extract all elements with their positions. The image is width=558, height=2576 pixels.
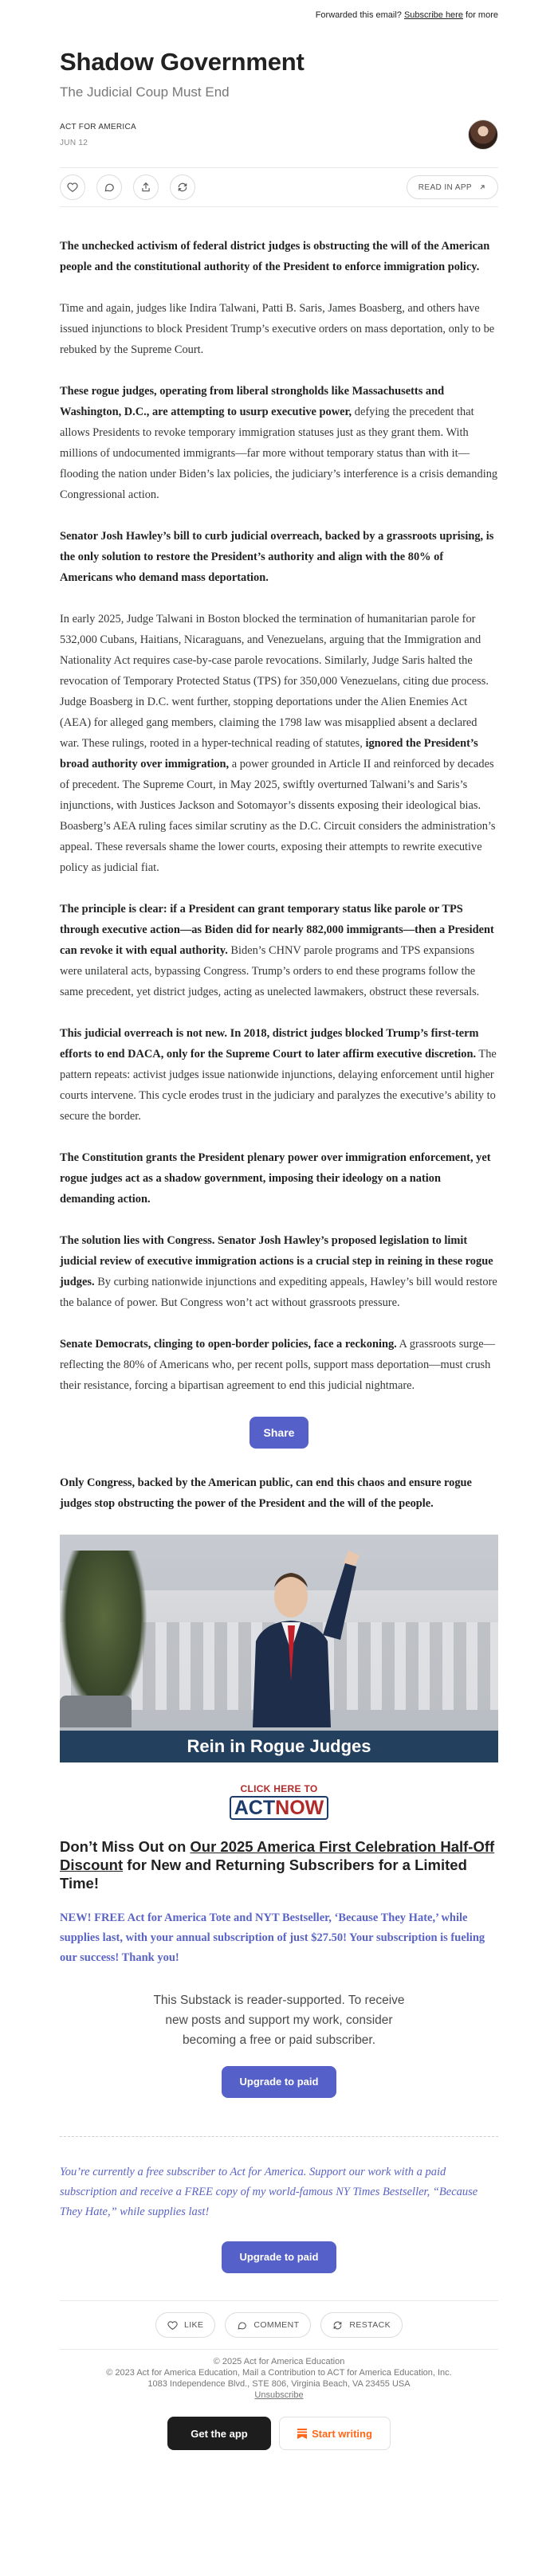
forward-prefix: Forwarded this email? <box>315 10 402 20</box>
paragraph-11-bold: Only Congress, backed by the American public, can end this chaos and ensure rogue judges stop obstructing the power of the President and the will of the people. <box>60 1476 472 1510</box>
comment-icon <box>104 182 115 193</box>
tree-shape <box>60 1551 147 1718</box>
footer-restack-label: RESTACK <box>349 2320 391 2330</box>
heart-icon <box>167 2320 178 2331</box>
paragraph-5-text-a: In early 2025, Judge Talwani in Boston blocked the termination of humanitarian parole for 532,000 Cubans, Haitians, Nicaraguans, and Venezuelans, arguing that the Immigration and Nationality Act requires case-by-case parole revocations. Similarly, Judge Saris halted the revocation of Temporary Protected Status (TPS) for 350,000 Venezuelans, citing due process. Judge Boasberg in D.C. went further, stopping deportations under the Alien Enemies Act (AEA) for alleged gang members, claiming the 1798 law was misapplied absent a declared war. These rulings, rooted in a hyper-technical reading of statutes, <box>60 613 489 750</box>
act-now-logo <box>230 1796 328 1820</box>
paragraph-3-text: defying the precedent that allows Presidents to revoke temporary immigration statuses just as they grant them. With millions of undocumented immigrants—far more without temporary status than with it—flooding the nation under Biden’s lax policies, the judiciary’s interference is a crisis demanding Congressional action. <box>60 406 498 501</box>
senator-figure <box>229 1547 364 1727</box>
paragraph-10-bold: Senate Democrats, clinging to open-border policies, face a reckoning. <box>60 1338 397 1351</box>
footer-copyright: © 2025 Act for America Education <box>213 2357 345 2366</box>
paragraph-5 <box>60 609 498 878</box>
share-icon <box>140 182 151 193</box>
forward-banner <box>0 0 558 24</box>
footer-like-label: LIKE <box>183 2320 204 2330</box>
footer <box>60 2356 498 2401</box>
free-subscriber-note: You’re currently a free subscriber to Act for America. Support our work with a paid subscription and receive a FREE copy of my world-famous NY Times Bestseller, “Because They Hate,” while supplies last! <box>60 2166 478 2218</box>
comment-icon <box>237 2320 247 2331</box>
upgrade-to-paid-button[interactable]: Upgrade to paid <box>222 2066 336 2098</box>
paragraph-1 <box>60 236 498 277</box>
get-the-app-button[interactable] <box>167 2417 271 2450</box>
subscribe-link[interactable]: Subscribe here <box>403 10 463 20</box>
hero-image[interactable] <box>60 1535 498 1762</box>
post-actions-bar <box>60 167 498 207</box>
share-cta-button[interactable]: Share <box>250 1417 308 1449</box>
car-shape <box>60 1696 132 1727</box>
paragraph-6-text: Biden’s CHNV parole programs and TPS expansions were unilateral acts, bypassing Congress. Trump’s orders to end these programs follow the same precedent, yet district judges, acting as unelected lawmakers, obstruct these reversals. <box>60 944 480 998</box>
act-now-top-text: CLICK HERE TO <box>240 1783 318 1794</box>
reader-supported-text: This Substack is reader-supported. To receive new posts and support my work, consider becoming a free or paid subscriber. <box>153 1994 405 2047</box>
read-in-app-label: READ IN APP <box>418 182 472 192</box>
restack-icon <box>332 2320 343 2331</box>
substack-logo-icon <box>297 2429 307 2439</box>
act-now-act: ACT <box>234 1797 276 1819</box>
paragraph-7-text: The pattern repeats: activist judges issue nationwide injunctions, delaying enforcement until higher courts intervene. This cycle erodes trust in the judiciary and paralyzes the executive’s ability to secure the border. <box>60 1048 497 1123</box>
content-column <box>60 48 498 2450</box>
hero-caption: Rein in Rogue Judges <box>60 1731 498 1762</box>
post-body <box>60 236 498 1514</box>
author-name[interactable]: ACT FOR AMERICA <box>60 122 136 131</box>
post-date: JUN 12 <box>60 138 88 147</box>
avatar[interactable] <box>468 120 498 150</box>
paragraph-9-bold: The solution lies with Congress. Senator Josh Hawley’s proposed legislation to limit judicial review of executive immigration actions is a crucial step in reining in these rogue judges. <box>60 1234 493 1288</box>
upgrade-to-paid-button-2[interactable]: Upgrade to paid <box>222 2241 336 2273</box>
post-title[interactable]: Shadow Government <box>60 48 305 76</box>
paragraph-6-bold: The principle is clear: if a President can grant temporary status like parole or TPS through executive action—as Biden did for nearly 882,000 immigrants—then a President can revoke it with equal authority. <box>60 903 494 957</box>
paragraph-9 <box>60 1230 498 1313</box>
divider <box>60 2136 498 2137</box>
paragraph-9-text: By curbing nationwide injunctions and expediting appeals, Hawley’s bill would restore the balance of power. But Congress won’t act without grassroots pressure. <box>60 1276 497 1309</box>
paragraph-8-bold: The Constitution grants the President plenary power over immigration enforcement, yet rogue judges act as a shadow government, imposing their ideology on a nation demanding action. <box>60 1151 491 1206</box>
paragraph-4-bold: Senator Josh Hawley’s bill to curb judicial overreach, backed by a grassroots uprising, is the only solution to restore the President’s authority and align with the 80% of Americans who demand mass deportation. <box>60 530 494 584</box>
forward-suffix: for more <box>466 10 498 20</box>
restack-button[interactable] <box>170 174 195 200</box>
paragraph-1-bold: The unchecked activism of federal district judges is obstructing the will of the American people and the constitutional authority of the President to enforce immigration policy. <box>60 240 490 273</box>
footer-comment-button[interactable] <box>225 2312 311 2338</box>
promo-discount-link[interactable]: Our 2025 America First Celebration Half-Off Discount <box>60 1838 495 1873</box>
footer-contribution: © 2023 Act for America Education, Mail a Contribution to ACT for America Education, Inc. <box>106 2368 452 2378</box>
like-button[interactable] <box>60 174 85 200</box>
heart-icon <box>67 182 78 193</box>
paragraph-6 <box>60 899 498 1002</box>
footer-address: 1083 Independence Blvd., STE 806, Virginia Beach, VA 23455 USA <box>147 2379 411 2389</box>
promo-heading-suffix: for New and Returning Subscribers for a Limited Time! <box>60 1857 467 1892</box>
footer-comment-label: COMMENT <box>253 2320 300 2330</box>
post-meta <box>60 120 498 150</box>
share-button[interactable] <box>133 174 159 200</box>
app-buttons <box>60 2417 498 2450</box>
paragraph-5-bold: ignored the President’s broad authority over immigration, <box>60 737 478 770</box>
paragraph-11 <box>60 1472 498 1514</box>
act-now-now: NOW <box>275 1797 324 1819</box>
paragraph-8 <box>60 1147 498 1210</box>
paragraph-5-text-b: a power grounded in Article II and reinforced by decades of precedent. The Supreme Court, in May 2025, swiftly overturned Talwani’s and Saris’s injunctions, with Justices Jackson and Sotomayor’s dissents exposing their ideological bias. Boasberg’s AEA ruling faces similar scrutiny as the D.C. Circuit considers the administration’s appeal. These reversals shame the lower courts, exposing their attempts to rewrite executive policy as judicial fiat. <box>60 758 496 874</box>
external-arrow-icon <box>478 183 486 191</box>
paragraph-2: Time and again, judges like Indira Talwani, Patti B. Saris, James Boasberg, and others have issued injunctions to block President Trump’s executive orders on mass deportation, only to be rebuked by the Supreme Court. <box>60 302 495 356</box>
paragraph-7-bold: This judicial overreach is not new. In 2018, district judges blocked Trump’s first-term efforts to end DACA, only for the Supreme Court to later affirm executive discretion. <box>60 1027 479 1061</box>
post-subtitle: The Judicial Coup Must End <box>60 84 230 100</box>
paragraph-7 <box>60 1023 498 1127</box>
act-now-banner[interactable] <box>230 1783 328 1820</box>
start-writing-label: Start writing <box>312 2427 372 2440</box>
start-writing-button[interactable] <box>279 2417 391 2450</box>
paragraph-4 <box>60 526 498 588</box>
read-in-app-button[interactable] <box>407 175 498 199</box>
unsubscribe-link[interactable]: Unsubscribe <box>254 2390 304 2400</box>
footer-like-button[interactable] <box>155 2312 215 2338</box>
promo-subtext: NEW! FREE Act for America Tote and NYT Bestseller, ‘Because They Hate,’ while supplies last, with your annual subscription of just $27.50! Your subscription is fueling our success! Thank you! <box>60 1911 485 1964</box>
paragraph-3 <box>60 381 498 505</box>
comment-button[interactable] <box>96 174 122 200</box>
paragraph-3-bold: These rogue judges, operating from liberal strongholds like Massachusetts and Washington, D.C., are attempting to usurp executive power, <box>60 385 445 418</box>
restack-icon <box>177 182 188 193</box>
paragraph-10-text: A grassroots surge—reflecting the 80% of Americans who, per recent polls, support mass deportation—must crush their resistance, forcing a bipartisan agreement to end this judicial nightmare. <box>60 1338 496 1392</box>
footer-actions-bar <box>60 2300 498 2350</box>
promo-heading <box>60 1837 498 1892</box>
promo-heading-prefix: Don’t Miss Out on <box>60 1838 191 1855</box>
get-the-app-label: Get the app <box>191 2427 248 2440</box>
footer-restack-button[interactable] <box>320 2312 403 2338</box>
paragraph-10 <box>60 1334 498 1396</box>
